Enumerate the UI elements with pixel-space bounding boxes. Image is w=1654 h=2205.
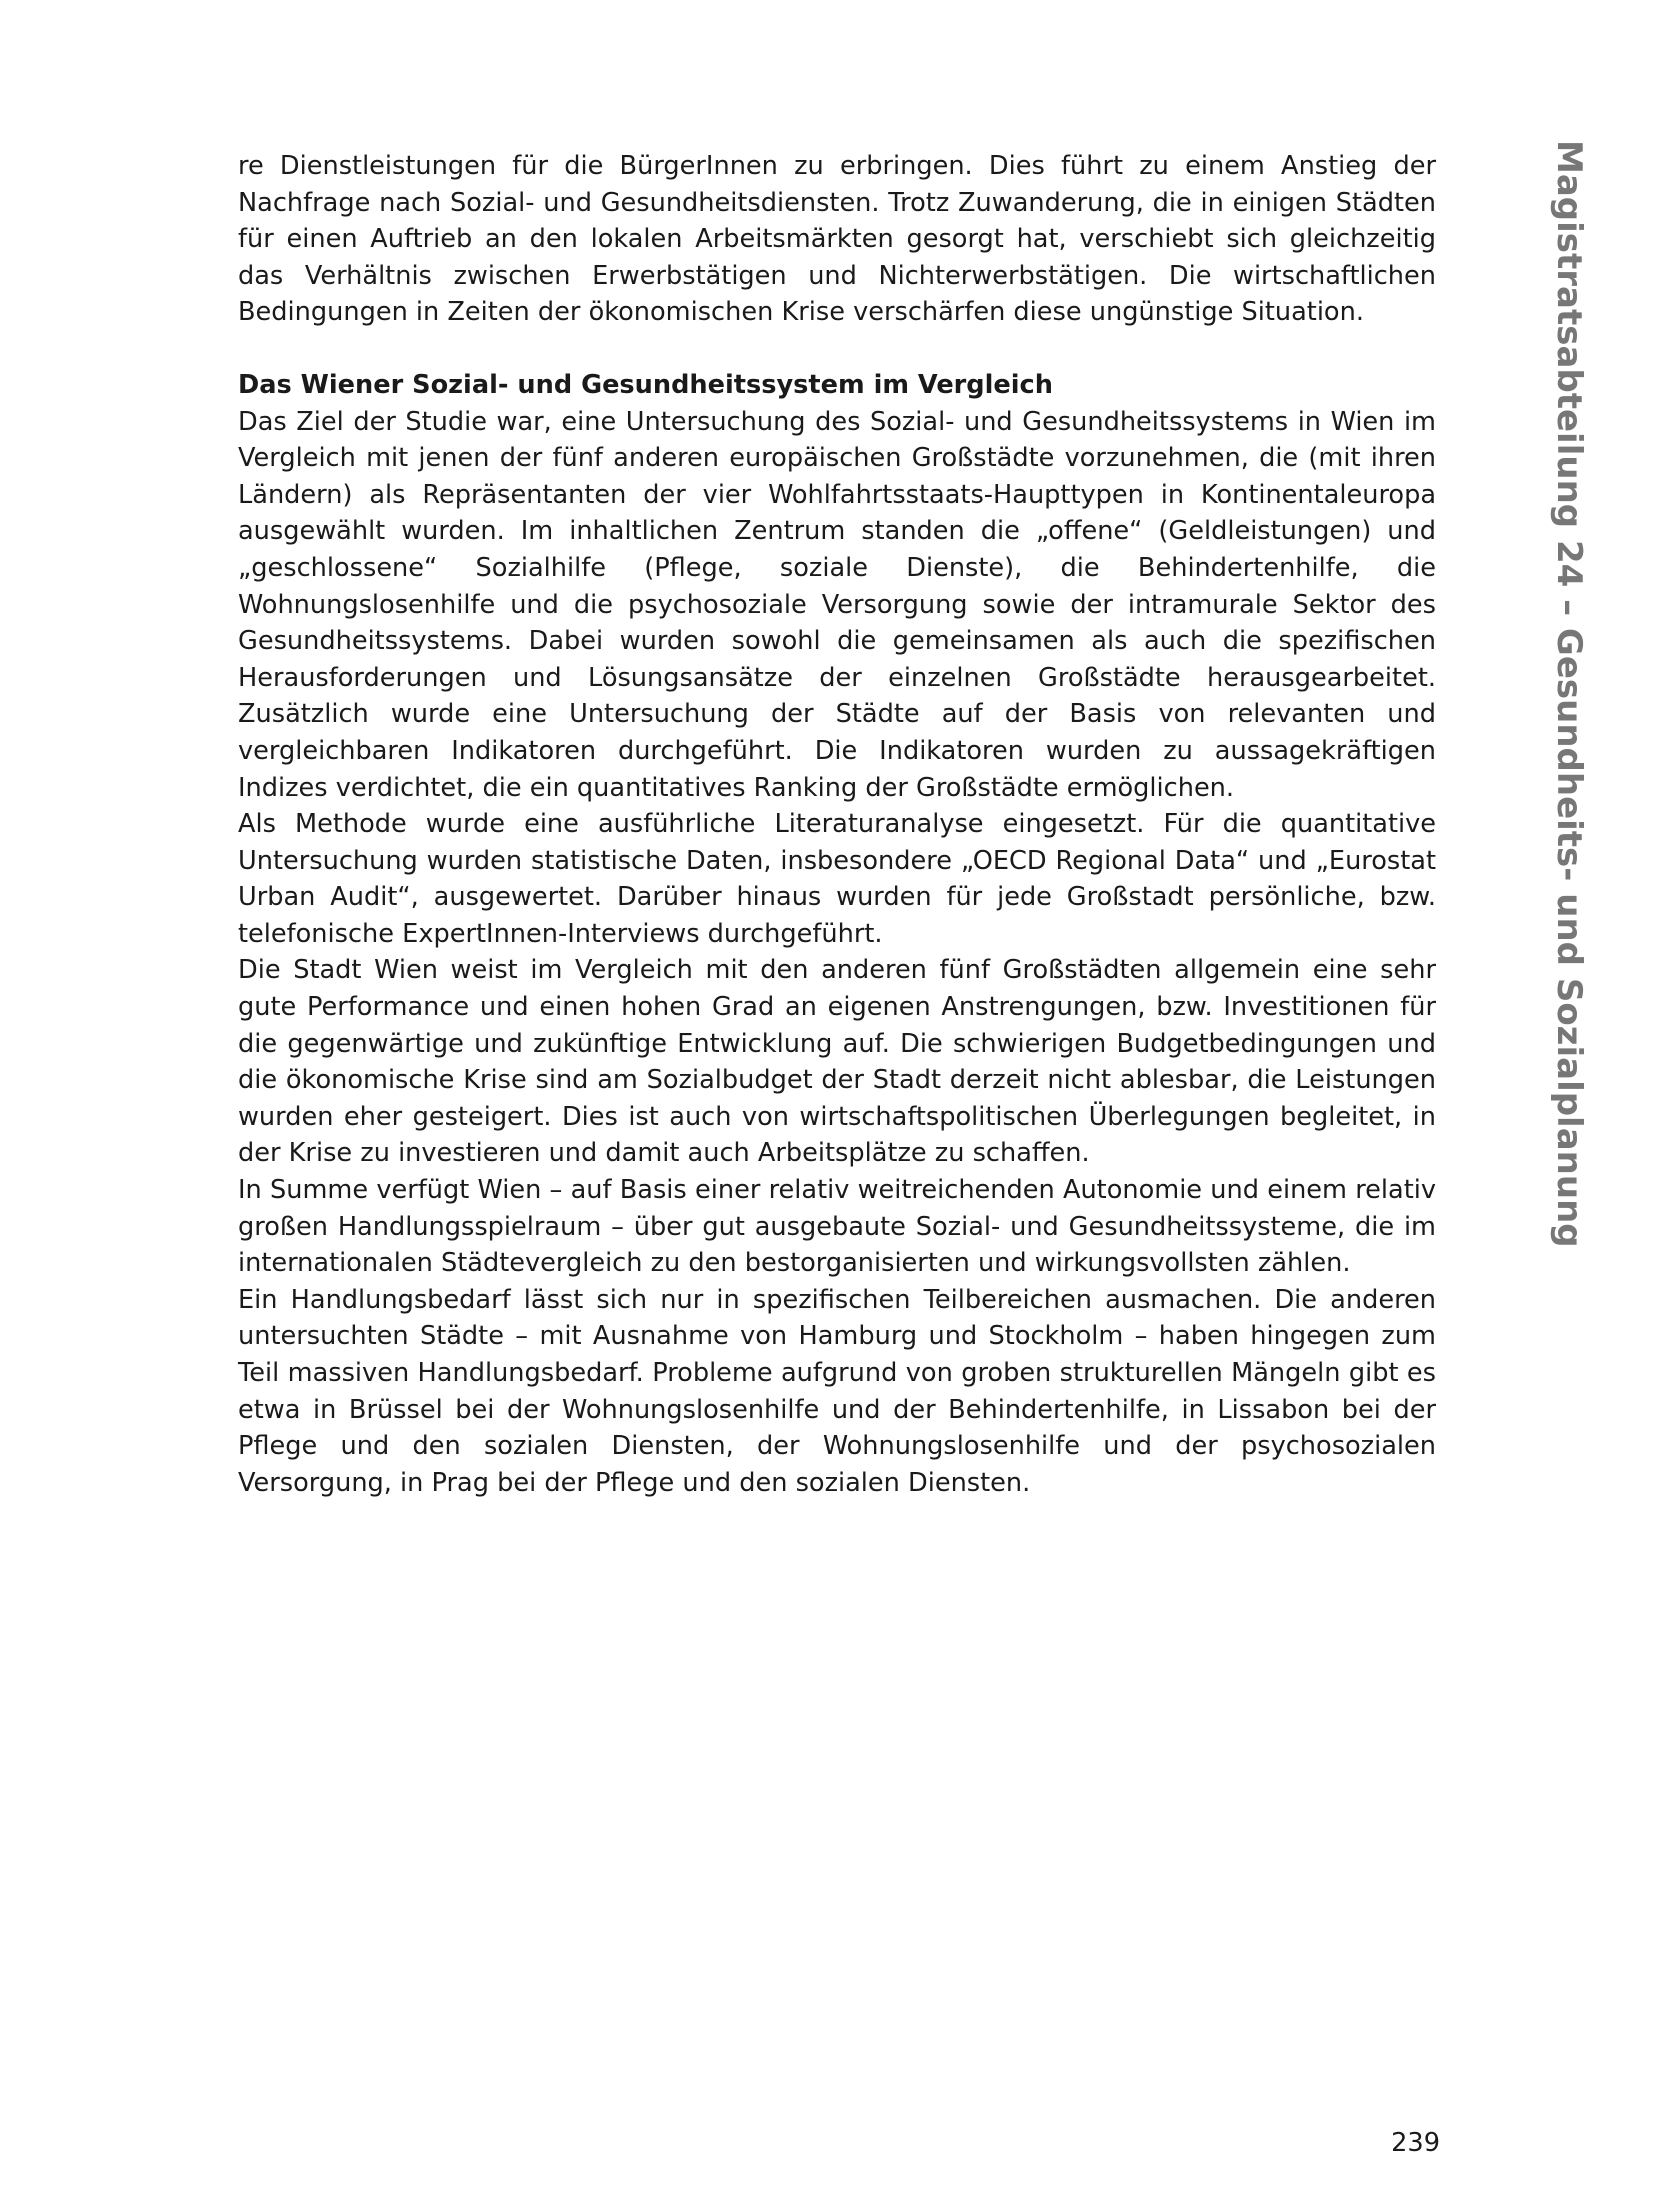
paragraph-vienna-performance: Die Stadt Wien weist im Vergleich mit den anderen fünf Großstädten allgemein eine sehr gute Performance und einen hohen Grad an eigenen Anstrengungen, bzw. Investitionen für die gegenwärtige und zukünftige Entwicklung auf. Die schwierigen Budgetbedingungen und die ökonomische Krise sind am Sozialbudget der Stadt derzeit nicht ablesbar, die Leistungen wurden eher gesteigert. Dies ist auch von wirtschaftspolitischen Überlegungen begleitet, in der Krise zu investieren und damit auch Arbeitsplätze zu schaffen. <box>238 955 1436 1169</box>
intro-paragraph: re Dienstleistungen für die BürgerInnen zu erbringen. Dies führt zu einem Anstieg der Nachfrage nach Sozial- und Gesundheitsdiensten. Trotz Zuwanderung, die in einigen Städten für einen Auftrieb an den lokalen Arbeitsmärkten gesorgt hat, verschiebt sich gleichzeitig das Verhältnis zwischen Erwerbstätigen und Nichterwerbstätigen. Die wirtschaftlichen Bedingungen in Zeiten der ökonomischen Krise verschärfen diese ungünstige Situation. <box>238 151 1436 328</box>
paragraph-method: Als Methode wurde eine ausführliche Literaturanalyse eingesetzt. Für die quantitative Untersuchung wurden statistische Daten, insbesondere „OECD Regional Data“ und „Eurostat Urban Audit“, ausgewertet. Darüber hinaus wurden für jede Großstadt persönliche, bzw. telefonische ExpertInnen-Interviews durchgeführt. <box>238 809 1436 949</box>
paragraph-need-for-action: Ein Handlungsbedarf lässt sich nur in spezifischen Teilbereichen ausmachen. Die anderen untersuchten Städte – mit Ausnahme von Hamburg und Stockholm – haben hingegen zum Teil massiven Handlungsbedarf. Probleme aufgrund von groben strukturellen Mängeln gibt es etwa in Brüssel bei der Wohnungslosenhilfe und der Behindertenhilfe, in Lissabon bei der Pflege und den sozialen Diensten, der Wohnungslosenhilfe und der psychosozialen Versorgung, in Prag bei der Pflege und den sozialen Diensten. <box>238 1284 1436 1498</box>
running-side-title: Magistratsabteilung 24 – Gesundheits- und Sozialplanung <box>1549 140 1589 1248</box>
section-heading: Das Wiener Sozial- und Gesundheitssystem im Vergleich <box>238 369 1053 400</box>
body-text <box>238 148 1436 1501</box>
paragraph-summary: In Summe verfügt Wien – auf Basis einer relativ weitreichenden Autonomie und einem relativ großen Handlungsspielraum – über gut ausgebaute Sozial- und Gesundheitssysteme, die im internationalen Städtevergleich zu den bestorganisierten und wirkungsvollsten zählen. <box>238 1175 1436 1279</box>
paragraph-study-aim: Das Ziel der Studie war, eine Untersuchung des Sozial- und Gesundheitssystems in Wien im Vergleich mit jenen der fünf anderen europäischen Großstädte vorzunehmen, die (mit ihren Ländern) als Repräsentanten der vier Wohlfahrtsstaats-Haupttypen in Kontinentaleuropa ausgewählt wurden. Im inhaltlichen Zentrum standen die „offene“ (Geldleistungen) und „geschlossene“ Sozialhilfe (Pflege, soziale Dienste), die Behindertenhilfe, die Wohnungslosenhilfe und die psychosoziale Versorgung sowie der intramurale Sektor des Gesundheitssystems. Dabei wurden sowohl die gemeinsamen als auch die spezifischen Herausforderungen und Lösungsansätze der einzelnen Großstädte herausgearbeitet. Zusätzlich wurde eine Untersuchung der Städte auf der Basis von relevanten und vergleichbaren Indikatoren durchgeführt. Die Indikatoren wurden zu aussagekräftigen Indizes verdichtet, die ein quantitatives Ranking der Großstädte ermöglichen. <box>238 406 1436 803</box>
page-number: 239 <box>1391 2128 1440 2158</box>
